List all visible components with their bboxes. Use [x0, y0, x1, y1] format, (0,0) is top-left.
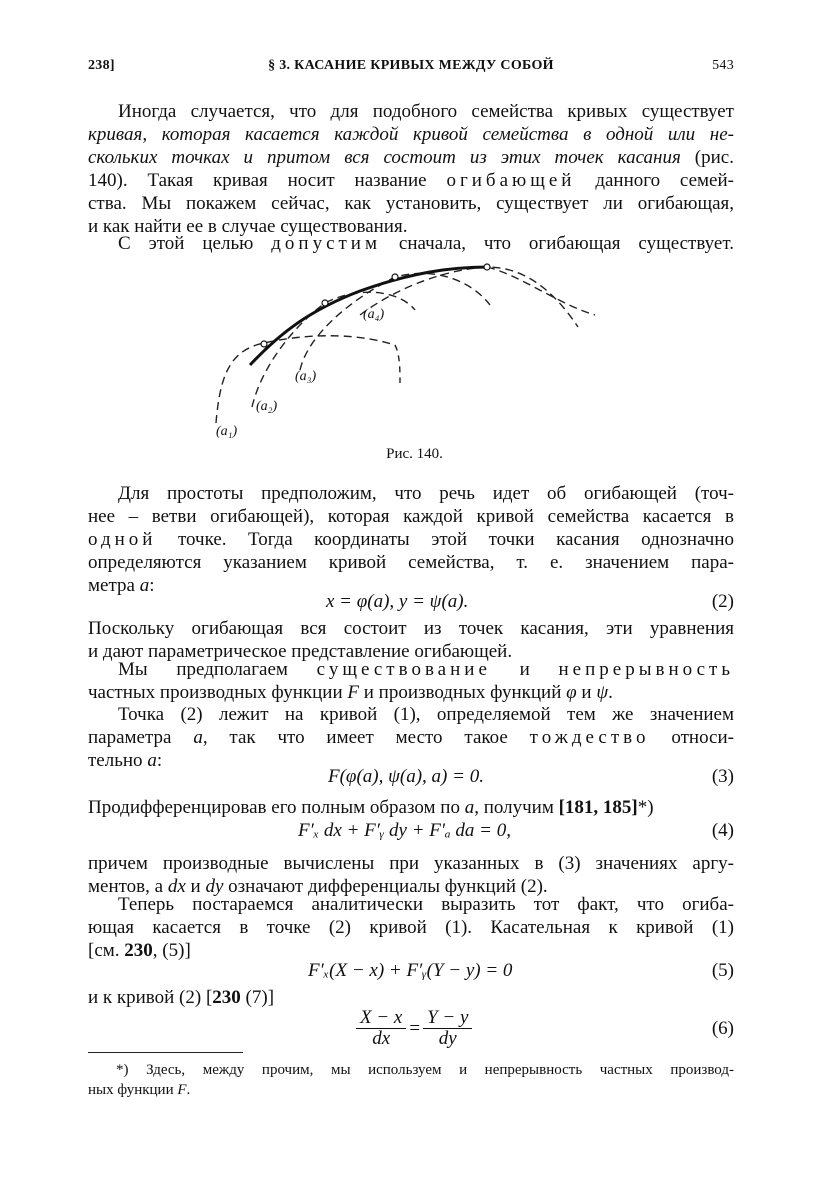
spaced-term: непрерывность	[558, 659, 734, 680]
text-line: скольких точках и притом вся состоит из этих точек касания (рис.	[88, 147, 734, 168]
equation-4	[88, 820, 734, 844]
reference-link: [181, 185]	[558, 797, 638, 818]
text-line: 140). Такая кривая носит название огибающей данного семей-	[88, 170, 734, 191]
text-line: Мы предполагаем существование и непрерывность	[118, 659, 734, 680]
equation-number: (6)	[711, 1018, 734, 1039]
spaced-term: огибающей	[446, 170, 576, 191]
equation-number: (4)	[711, 820, 734, 841]
text-line: Поскольку огибающая вся состоит из точек касания, эти уравнения	[88, 618, 734, 639]
text-line: частных производных функции F и производных функций φ и ψ.	[88, 682, 613, 703]
spaced-term: существование	[316, 659, 491, 680]
text-line: Продифференцировав его полным образом по a, получим [181, 185]*)	[88, 797, 654, 818]
text-line: ющая касается в точке (2) кривой (1). Касательная к кривой (1)	[88, 917, 734, 938]
text-line: [см. 230, (5)]	[88, 940, 191, 961]
label-a3: (a₃)	[295, 369, 317, 384]
text-line: и к кривой (2) [230 (7)]	[88, 987, 275, 1008]
reference-link: 230	[124, 940, 153, 961]
tangency-point	[322, 300, 328, 306]
label-a4: (a₄)	[363, 307, 385, 322]
text-line: определяются указанием кривой семейства, т. е. значением пара-	[88, 552, 734, 573]
equation-body: x = φ(a), y = ψ(a).	[326, 591, 469, 612]
tangency-point	[484, 264, 490, 270]
running-title: § 3. КАСАНИЕ КРИВЫХ МЕЖДУ СОБОЙ	[268, 58, 554, 73]
spaced-term: одной	[88, 529, 157, 550]
text-line: ства. Мы покажем сейчас, как установить, существует ли огибающая,	[88, 193, 734, 214]
equation-body: F′ₓ(X − x) + F′ᵧ(Y − y) = 0	[308, 960, 513, 981]
equation-number: (2)	[711, 591, 734, 612]
equation-2	[88, 591, 734, 615]
section-number: 238]	[88, 58, 115, 73]
running-header	[88, 58, 734, 80]
label-a1: (a₁)	[216, 424, 238, 439]
text-line: ментов, а dx и dy означают дифференциалы функций (2).	[88, 876, 548, 897]
text-line: Точка (2) лежит на кривой (1), определяемой тем же значением	[118, 704, 734, 725]
family-curve-a4-tail	[487, 267, 595, 315]
text-line: и как найти ее в случае существования.	[88, 216, 408, 237]
fraction: $\frac{Y - y}{dy}$	[423, 1008, 472, 1049]
label-a2: (a₂)	[256, 399, 278, 414]
equation-body: F(φ(a), ψ(a), a) = 0.	[328, 766, 484, 787]
text-line: нее – ветви огибающей), которая каждой кривой семейства касается в	[88, 506, 734, 527]
figure-caption: Рис. 140.	[386, 446, 443, 462]
footnote-line: ных функции F.	[88, 1082, 191, 1098]
text-line: тельно a:	[88, 750, 163, 771]
text-line: С этой целью допустим сначала, что огибающая существует.	[118, 233, 734, 254]
text-line: Для простоты предположим, что речь идет об огибающей (точ-	[118, 483, 734, 504]
equation-body: F′ₓ dx + F′ᵧ dy + F′ₐ da = 0,	[298, 820, 511, 841]
text-line: и дают параметрическое представление огибающей.	[88, 641, 513, 662]
tangency-point	[392, 274, 398, 280]
equation-body: $\frac{X - x}{dx}$ = $\frac{Y - y}{dy}$	[356, 1008, 472, 1049]
footnote-rule	[88, 1052, 243, 1053]
family-curve-a3	[300, 273, 490, 370]
family-curve-a2	[252, 292, 415, 407]
equation-number: (5)	[711, 960, 734, 981]
equation-6	[88, 1008, 734, 1052]
equation-number: (3)	[711, 766, 734, 787]
text-line: причем производные вычислены при указанных в (3) значениях аргу-	[88, 853, 734, 874]
figure-envelope	[200, 255, 620, 445]
family-curve-a3-tail	[395, 345, 400, 383]
spaced-term: допустим	[271, 233, 381, 254]
text-line: одной точке. Тогда координаты этой точки касания однозначно	[88, 529, 734, 550]
text-line: Иногда случается, что для подобного семейства кривых существует	[118, 101, 734, 122]
text-line: параметра a, так что имеет место такое тождество относи-	[88, 727, 734, 748]
spaced-term: тождество	[529, 727, 650, 748]
fraction: $\frac{X - x}{dx}$	[356, 1008, 406, 1049]
tangency-point	[261, 341, 267, 347]
text-line: Теперь постараемся аналитически выразить тот факт, что огиба-	[118, 894, 734, 915]
text-line: метра a:	[88, 575, 155, 596]
page-number: 543	[712, 58, 734, 73]
reference-link: 230	[212, 987, 241, 1008]
equation-3	[88, 766, 734, 790]
footnote-line: *) Здесь, между прочим, мы используем и непрерывность частных производ-	[116, 1062, 734, 1078]
text-line: кривая, которая касается каждой кривой семейства в одной или не-	[88, 124, 734, 145]
equation-5	[88, 960, 734, 984]
